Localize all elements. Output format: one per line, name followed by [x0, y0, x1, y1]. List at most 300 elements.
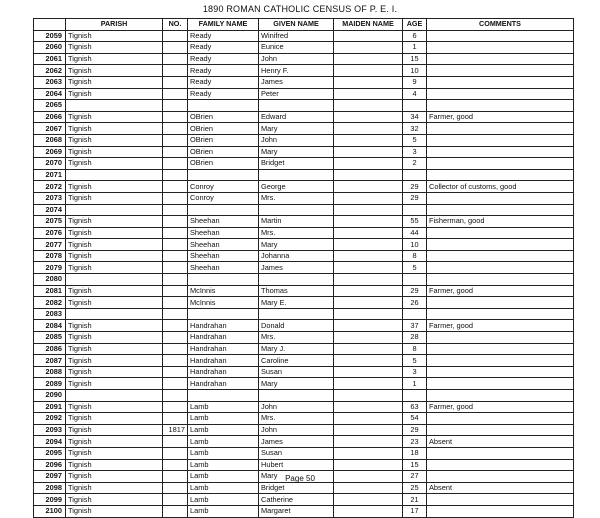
table-row	[34, 424, 574, 436]
cell-maiden-name	[334, 308, 403, 320]
cell-no	[163, 274, 188, 286]
cell-comments	[427, 53, 574, 65]
cell-comments	[427, 146, 574, 158]
cell-parish: Tignish	[66, 378, 163, 390]
cell-parish: Tignish	[66, 134, 163, 146]
cell-family-name: OBrien	[188, 158, 259, 170]
cell-given-name: Mary	[259, 123, 334, 135]
header-cell-family-name: FAMILY NAME	[188, 19, 259, 31]
cell-no	[163, 204, 188, 216]
cell-row-id: 2069	[34, 146, 66, 158]
table-row	[34, 227, 574, 239]
cell-comments	[427, 134, 574, 146]
cell-family-name: Lamb	[188, 459, 259, 471]
table-row	[34, 355, 574, 367]
table-row	[34, 459, 574, 471]
cell-age: 25	[403, 482, 427, 494]
page-number: Page 50	[285, 474, 315, 483]
cell-age	[403, 204, 427, 216]
cell-family-name: Conroy	[188, 192, 259, 204]
cell-age: 27	[403, 471, 427, 483]
cell-maiden-name	[334, 459, 403, 471]
cell-given-name: Mary	[259, 378, 334, 390]
header-cell-comments: COMMENTS	[427, 19, 574, 31]
cell-maiden-name	[334, 239, 403, 251]
cell-comments: Absent	[427, 482, 574, 494]
cell-comments: Collector of customs, good	[427, 181, 574, 193]
cell-comments	[427, 42, 574, 54]
table-row	[34, 100, 574, 112]
cell-comments	[427, 424, 574, 436]
cell-age	[403, 169, 427, 181]
table-row	[34, 297, 574, 309]
cell-age: 23	[403, 436, 427, 448]
cell-maiden-name	[334, 158, 403, 170]
cell-comments	[427, 355, 574, 367]
cell-row-id: 2059	[34, 30, 66, 42]
cell-comments: Farmer, good	[427, 111, 574, 123]
cell-age: 18	[403, 447, 427, 459]
cell-family-name: OBrien	[188, 146, 259, 158]
cell-comments	[427, 413, 574, 425]
cell-age: 17	[403, 505, 427, 517]
cell-comments	[427, 123, 574, 135]
table-row	[34, 134, 574, 146]
cell-row-id: 2070	[34, 158, 66, 170]
table-row	[34, 308, 574, 320]
cell-row-id: 2073	[34, 192, 66, 204]
cell-maiden-name	[334, 53, 403, 65]
cell-no	[163, 111, 188, 123]
cell-row-id: 2063	[34, 76, 66, 88]
cell-given-name: Susan	[259, 366, 334, 378]
cell-age: 10	[403, 239, 427, 251]
cell-age: 9	[403, 76, 427, 88]
cell-parish: Tignish	[66, 65, 163, 77]
cell-no	[163, 134, 188, 146]
cell-row-id: 2080	[34, 274, 66, 286]
cell-given-name: Bridget	[259, 158, 334, 170]
cell-parish: Tignish	[66, 192, 163, 204]
cell-row-id: 2074	[34, 204, 66, 216]
cell-maiden-name	[334, 378, 403, 390]
cell-parish: Tignish	[66, 181, 163, 193]
cell-no: 1817	[163, 424, 188, 436]
table-row	[34, 65, 574, 77]
cell-family-name: Handrahan	[188, 320, 259, 332]
cell-age: 1	[403, 42, 427, 54]
cell-family-name: Lamb	[188, 471, 259, 483]
cell-maiden-name	[334, 216, 403, 228]
cell-no	[163, 76, 188, 88]
cell-given-name: Mrs.	[259, 192, 334, 204]
cell-age: 63	[403, 401, 427, 413]
cell-given-name: Margaret	[259, 505, 334, 517]
table-row	[34, 401, 574, 413]
cell-maiden-name	[334, 355, 403, 367]
table-row	[34, 42, 574, 54]
cell-family-name: Sheehan	[188, 227, 259, 239]
cell-age: 34	[403, 111, 427, 123]
cell-no	[163, 100, 188, 112]
cell-no	[163, 181, 188, 193]
cell-no	[163, 192, 188, 204]
table-row	[34, 390, 574, 402]
cell-family-name: Lamb	[188, 505, 259, 517]
cell-age: 5	[403, 134, 427, 146]
cell-maiden-name	[334, 192, 403, 204]
cell-comments	[427, 169, 574, 181]
cell-family-name: Ready	[188, 42, 259, 54]
cell-no	[163, 239, 188, 251]
cell-no	[163, 366, 188, 378]
cell-family-name: Ready	[188, 88, 259, 100]
cell-parish: Tignish	[66, 123, 163, 135]
cell-row-id: 2083	[34, 308, 66, 320]
cell-family-name: Lamb	[188, 424, 259, 436]
cell-parish: Tignish	[66, 76, 163, 88]
header-cell-no: NO.	[163, 19, 188, 31]
cell-comments	[427, 76, 574, 88]
cell-family-name: Lamb	[188, 413, 259, 425]
page-title: 1890 ROMAN CATHOLIC CENSUS OF P. E. I.	[202, 4, 398, 14]
cell-no	[163, 297, 188, 309]
cell-no	[163, 216, 188, 228]
cell-row-id: 2098	[34, 482, 66, 494]
table-row	[34, 320, 574, 332]
cell-no	[163, 158, 188, 170]
cell-family-name	[188, 390, 259, 402]
cell-parish: Tignish	[66, 262, 163, 274]
cell-age: 5	[403, 262, 427, 274]
cell-age: 3	[403, 366, 427, 378]
cell-comments	[427, 343, 574, 355]
cell-comments	[427, 297, 574, 309]
cell-age: 44	[403, 227, 427, 239]
cell-given-name: Mrs.	[259, 227, 334, 239]
cell-given-name: Bridget	[259, 482, 334, 494]
cell-given-name: Mary	[259, 239, 334, 251]
cell-comments	[427, 494, 574, 506]
cell-row-id: 2087	[34, 355, 66, 367]
cell-family-name: Lamb	[188, 482, 259, 494]
cell-parish: Tignish	[66, 471, 163, 483]
cell-comments	[427, 332, 574, 344]
cell-given-name	[259, 308, 334, 320]
cell-comments	[427, 459, 574, 471]
cell-given-name	[259, 204, 334, 216]
cell-maiden-name	[334, 100, 403, 112]
cell-parish: Tignish	[66, 447, 163, 459]
cell-given-name: George	[259, 181, 334, 193]
table-row	[34, 76, 574, 88]
cell-maiden-name	[334, 320, 403, 332]
cell-age: 37	[403, 320, 427, 332]
cell-no	[163, 169, 188, 181]
cell-parish: Tignish	[66, 366, 163, 378]
cell-family-name: Ready	[188, 76, 259, 88]
cell-given-name: Donald	[259, 320, 334, 332]
cell-comments	[427, 239, 574, 251]
cell-maiden-name	[334, 482, 403, 494]
cell-given-name	[259, 100, 334, 112]
cell-maiden-name	[334, 42, 403, 54]
cell-family-name	[188, 100, 259, 112]
cell-parish: Tignish	[66, 424, 163, 436]
table-row	[34, 250, 574, 262]
cell-family-name: Sheehan	[188, 216, 259, 228]
cell-row-id: 2092	[34, 413, 66, 425]
cell-family-name: Ready	[188, 30, 259, 42]
cell-no	[163, 494, 188, 506]
cell-family-name: OBrien	[188, 123, 259, 135]
cell-row-id: 2095	[34, 447, 66, 459]
cell-age: 29	[403, 181, 427, 193]
cell-parish: Tignish	[66, 482, 163, 494]
cell-given-name: John	[259, 134, 334, 146]
cell-parish: Tignish	[66, 413, 163, 425]
cell-family-name: OBrien	[188, 134, 259, 146]
cell-age: 29	[403, 424, 427, 436]
table-row	[34, 30, 574, 42]
cell-family-name	[188, 308, 259, 320]
cell-comments	[427, 100, 574, 112]
cell-age: 21	[403, 494, 427, 506]
table-row	[34, 53, 574, 65]
cell-age: 10	[403, 65, 427, 77]
cell-given-name: James	[259, 76, 334, 88]
cell-no	[163, 146, 188, 158]
cell-row-id: 2099	[34, 494, 66, 506]
cell-parish: Tignish	[66, 216, 163, 228]
cell-parish: Tignish	[66, 401, 163, 413]
cell-no	[163, 227, 188, 239]
table-row	[34, 123, 574, 135]
cell-row-id: 2100	[34, 505, 66, 517]
table-row	[34, 413, 574, 425]
cell-family-name: Lamb	[188, 436, 259, 448]
cell-maiden-name	[334, 413, 403, 425]
cell-age: 1	[403, 378, 427, 390]
cell-age	[403, 274, 427, 286]
cell-comments	[427, 88, 574, 100]
table-row	[34, 88, 574, 100]
cell-comments: Fisherman, good	[427, 216, 574, 228]
cell-comments	[427, 274, 574, 286]
cell-comments	[427, 366, 574, 378]
cell-no	[163, 53, 188, 65]
table-row	[34, 505, 574, 517]
cell-maiden-name	[334, 250, 403, 262]
cell-row-id: 2068	[34, 134, 66, 146]
cell-age: 29	[403, 285, 427, 297]
cell-parish: Tignish	[66, 505, 163, 517]
cell-row-id: 2076	[34, 227, 66, 239]
cell-comments	[427, 308, 574, 320]
cell-row-id: 2079	[34, 262, 66, 274]
cell-maiden-name	[334, 146, 403, 158]
cell-age	[403, 390, 427, 402]
cell-parish	[66, 204, 163, 216]
cell-row-id: 2072	[34, 181, 66, 193]
cell-row-id: 2075	[34, 216, 66, 228]
cell-family-name: McInnis	[188, 297, 259, 309]
cell-maiden-name	[334, 227, 403, 239]
cell-family-name: Sheehan	[188, 239, 259, 251]
cell-comments	[427, 204, 574, 216]
cell-no	[163, 401, 188, 413]
cell-parish: Tignish	[66, 30, 163, 42]
cell-family-name: Handrahan	[188, 366, 259, 378]
cell-row-id: 2065	[34, 100, 66, 112]
cell-maiden-name	[334, 181, 403, 193]
cell-family-name: Sheehan	[188, 262, 259, 274]
cell-given-name: Mary J.	[259, 343, 334, 355]
cell-age	[403, 100, 427, 112]
cell-no	[163, 390, 188, 402]
cell-comments	[427, 65, 574, 77]
cell-maiden-name	[334, 447, 403, 459]
cell-maiden-name	[334, 274, 403, 286]
table-row	[34, 158, 574, 170]
cell-maiden-name	[334, 436, 403, 448]
cell-no	[163, 332, 188, 344]
cell-maiden-name	[334, 505, 403, 517]
cell-no	[163, 285, 188, 297]
table-row	[34, 447, 574, 459]
cell-parish: Tignish	[66, 494, 163, 506]
cell-age: 3	[403, 146, 427, 158]
cell-given-name: Thomas	[259, 285, 334, 297]
cell-family-name: OBrien	[188, 111, 259, 123]
cell-given-name: Catherine	[259, 494, 334, 506]
cell-comments	[427, 447, 574, 459]
cell-family-name: Lamb	[188, 447, 259, 459]
cell-no	[163, 378, 188, 390]
cell-maiden-name	[334, 332, 403, 344]
cell-no	[163, 65, 188, 77]
cell-parish: Tignish	[66, 111, 163, 123]
cell-parish: Tignish	[66, 53, 163, 65]
cell-family-name: Handrahan	[188, 355, 259, 367]
cell-given-name: John	[259, 424, 334, 436]
table-row	[34, 216, 574, 228]
cell-maiden-name	[334, 134, 403, 146]
cell-maiden-name	[334, 76, 403, 88]
cell-row-id: 2096	[34, 459, 66, 471]
cell-parish: Tignish	[66, 343, 163, 355]
header-cell-maiden-name: MAIDEN NAME	[334, 19, 403, 31]
cell-maiden-name	[334, 169, 403, 181]
cell-maiden-name	[334, 88, 403, 100]
cell-given-name: Winifred	[259, 30, 334, 42]
cell-no	[163, 459, 188, 471]
cell-parish: Tignish	[66, 42, 163, 54]
cell-maiden-name	[334, 30, 403, 42]
cell-row-id: 2089	[34, 378, 66, 390]
cell-family-name: Sheehan	[188, 250, 259, 262]
cell-row-id: 2061	[34, 53, 66, 65]
cell-row-id: 2078	[34, 250, 66, 262]
cell-family-name: Handrahan	[188, 378, 259, 390]
cell-age: 15	[403, 53, 427, 65]
cell-maiden-name	[334, 343, 403, 355]
cell-row-id: 2081	[34, 285, 66, 297]
cell-maiden-name	[334, 366, 403, 378]
cell-maiden-name	[334, 424, 403, 436]
cell-row-id: 2093	[34, 424, 66, 436]
cell-age: 5	[403, 355, 427, 367]
cell-row-id: 2084	[34, 320, 66, 332]
cell-comments: Farmer, good	[427, 320, 574, 332]
cell-given-name: James	[259, 436, 334, 448]
cell-row-id: 2077	[34, 239, 66, 251]
table-row	[34, 274, 574, 286]
header-cell-age: AGE	[403, 19, 427, 31]
table-row	[34, 192, 574, 204]
cell-parish: Tignish	[66, 239, 163, 251]
cell-age: 8	[403, 343, 427, 355]
cell-age: 29	[403, 192, 427, 204]
table-row	[34, 262, 574, 274]
cell-row-id: 2066	[34, 111, 66, 123]
cell-maiden-name	[334, 204, 403, 216]
cell-given-name: Johanna	[259, 250, 334, 262]
cell-given-name: Mrs.	[259, 413, 334, 425]
table-row	[34, 169, 574, 181]
cell-given-name: James	[259, 262, 334, 274]
census-table	[33, 18, 574, 518]
cell-parish: Tignish	[66, 297, 163, 309]
cell-comments	[427, 250, 574, 262]
cell-family-name	[188, 204, 259, 216]
cell-family-name: Handrahan	[188, 332, 259, 344]
cell-given-name	[259, 390, 334, 402]
table-row	[34, 239, 574, 251]
cell-comments	[427, 30, 574, 42]
cell-maiden-name	[334, 111, 403, 123]
cell-row-id: 2062	[34, 65, 66, 77]
cell-parish: Tignish	[66, 158, 163, 170]
cell-no	[163, 447, 188, 459]
cell-given-name: Mary	[259, 471, 334, 483]
table-row	[34, 146, 574, 158]
cell-parish: Tignish	[66, 320, 163, 332]
cell-age: 55	[403, 216, 427, 228]
cell-comments	[427, 378, 574, 390]
cell-parish: Tignish	[66, 227, 163, 239]
cell-given-name: Martin	[259, 216, 334, 228]
cell-age: 54	[403, 413, 427, 425]
cell-family-name: Lamb	[188, 401, 259, 413]
cell-comments: Farmer, good	[427, 401, 574, 413]
cell-maiden-name	[334, 401, 403, 413]
table-row	[34, 332, 574, 344]
cell-maiden-name	[334, 297, 403, 309]
cell-comments: Farmer, good	[427, 285, 574, 297]
cell-given-name: John	[259, 53, 334, 65]
table-row	[34, 181, 574, 193]
cell-given-name	[259, 169, 334, 181]
census-body	[34, 30, 574, 517]
cell-maiden-name	[334, 285, 403, 297]
cell-given-name: Edward	[259, 111, 334, 123]
cell-maiden-name	[334, 494, 403, 506]
cell-row-id: 2088	[34, 366, 66, 378]
cell-maiden-name	[334, 390, 403, 402]
cell-comments	[427, 192, 574, 204]
cell-parish: Tignish	[66, 250, 163, 262]
